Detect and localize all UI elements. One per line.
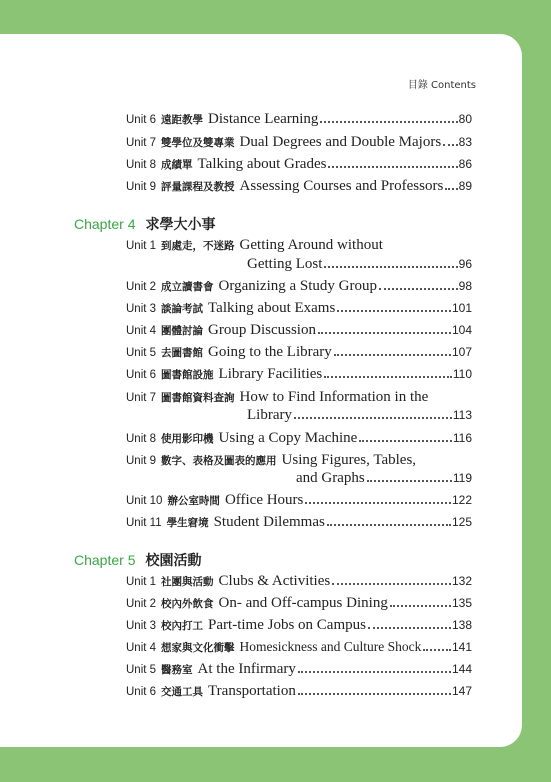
unit-title-zh: 使用影印機 [161,433,214,445]
page-number: 110 [452,367,472,381]
unit-number: Unit 6 [126,686,157,698]
dot-leader [334,354,451,356]
unit-title-en: Using a Copy Machine [218,430,358,446]
unit-title-en: How to Find Information in the [239,389,429,405]
unit-title-en: Homesickness and Culture Shock [239,639,422,654]
unit-title-zh: 雙學位及雙專業 [161,137,235,149]
running-header: 目錄 Contents [407,80,476,91]
dot-leader [305,502,451,504]
unit-number: Unit 1 [126,240,157,252]
dot-leader [390,605,451,607]
unit-number: Unit 3 [126,303,157,315]
unit-title-en: Transportation [208,683,296,699]
toc-entry[interactable] [126,430,472,447]
unit-title-en: Organizing a Study Group [218,278,377,294]
unit-title-zh: 交通工具 [161,686,204,698]
toc-entry[interactable] [126,573,472,590]
unit-title-zh: 成立讀書會 [161,281,214,293]
unit-title-en: Getting Around without [239,237,383,253]
unit-title-zh: 去圖書館 [161,347,204,359]
unit-number: Unit 5 [126,347,157,359]
unit-title-en: Using Figures, Tables, [281,452,417,468]
page-number: 147 [451,684,472,698]
toc-entry[interactable] [126,134,472,151]
unit-title-en: Group Discussion [208,322,316,338]
page-number: 122 [451,493,472,507]
unit-title-zh: 辦公室時間 [167,495,220,507]
page-number: 141 [451,640,472,654]
chapter-number: Chapter 5 [74,552,136,568]
unit-title-zh: 數字、表格及圖表的應用 [161,455,277,467]
toc-entry[interactable] [126,300,472,317]
toc-entry[interactable] [126,322,472,339]
page-number: 101 [451,301,472,315]
dot-leader [318,332,451,334]
page-number: 80 [458,112,472,126]
dot-leader [423,649,451,651]
unit-title-zh: 圖書館設施 [161,369,214,381]
chapter-heading [74,550,201,570]
page-number: 132 [451,574,472,588]
unit-title-en-cont: Library [247,407,292,423]
unit-title-en-cont: Getting Lost [247,256,323,272]
page-number: 138 [451,618,472,632]
page-number: 125 [451,515,472,529]
unit-title-en: Talking about Grades [197,156,327,172]
unit-title-zh: 想家與文化衝擊 [161,642,235,654]
book-page [0,34,522,747]
unit-title-en: Dual Degrees and Double Majors [239,134,442,150]
dot-leader [324,266,457,268]
unit-title-zh: 到處走，不迷路 [161,240,235,252]
unit-title-en-cont: and Graphs [296,470,365,486]
toc-entry[interactable] [126,452,472,469]
unit-number: Unit 6 [126,369,157,381]
unit-title-zh: 遠距教學 [161,114,204,126]
unit-title-zh: 學生窘境 [166,517,209,529]
page-number: 119 [452,471,472,485]
unit-title-en: Part-time Jobs on Campus [208,617,366,633]
toc-entry[interactable] [126,595,472,612]
toc-entry[interactable] [126,683,472,700]
toc-entry-continuation[interactable] [247,407,472,424]
unit-number: Unit 7 [126,137,157,149]
toc-entry[interactable] [126,492,472,509]
unit-number: Unit 11 [126,517,162,529]
toc-entry[interactable] [126,514,472,531]
chapter-title: 校園活動 [145,553,202,569]
unit-title-zh: 校內打工 [161,620,204,632]
dot-leader [379,288,458,290]
unit-title-en: At the Infirmary [197,661,296,677]
dot-leader [332,583,451,585]
dot-leader [368,627,451,629]
unit-title-en: Talking about Exams [208,300,336,316]
unit-number: Unit 4 [126,325,157,337]
unit-number: Unit 6 [126,114,157,126]
page-number: 83 [458,135,472,149]
dot-leader [298,693,451,695]
dot-leader [298,671,451,673]
dot-leader [327,524,451,526]
toc-entry[interactable] [126,156,472,173]
page-number: 86 [458,157,472,171]
toc-entry[interactable] [126,661,472,678]
dot-leader [367,480,452,482]
unit-number: Unit 7 [126,392,157,404]
toc-entry-continuation[interactable] [296,470,472,487]
dot-leader [337,310,451,312]
unit-title-en: Student Dilemmas [213,514,325,530]
page-number: 98 [458,279,472,293]
unit-title-en: Office Hours [224,492,304,508]
unit-number: Unit 2 [126,598,157,610]
page-number: 144 [451,662,472,676]
unit-number: Unit 3 [126,620,157,632]
unit-number: Unit 5 [126,664,157,676]
page-number: 116 [452,431,472,445]
unit-number: Unit 8 [126,433,157,445]
toc-entry[interactable] [126,639,472,655]
unit-number: Unit 9 [126,181,157,193]
unit-title-zh: 成績單 [161,159,193,171]
page-number: 96 [458,257,472,271]
dot-leader [359,440,452,442]
toc-entry-continuation[interactable] [247,256,472,273]
dot-leader [294,417,452,419]
toc-entry[interactable] [126,366,472,383]
toc-entry[interactable] [126,617,472,634]
unit-title-zh: 校內外飲食 [161,598,214,610]
page-number: 104 [451,323,472,337]
unit-title-zh: 團體討論 [161,325,204,337]
unit-title-en: Library Facilities [218,366,323,382]
unit-number: Unit 8 [126,159,157,171]
unit-number: Unit 9 [126,455,157,467]
toc-entry[interactable] [126,178,472,195]
dot-leader [320,121,457,123]
unit-title-en: Assessing Courses and Professors [239,178,444,194]
page-number: 113 [452,408,472,422]
toc-entry[interactable] [126,389,472,406]
unit-title-zh: 醫務室 [161,664,193,676]
toc-entry[interactable] [126,237,472,254]
unit-title-zh: 社團與活動 [161,576,214,588]
toc-entry[interactable] [126,111,472,128]
unit-number: Unit 4 [126,642,157,654]
unit-title-zh: 評量課程及教授 [161,181,235,193]
unit-title-en: On- and Off-campus Dining [218,595,388,611]
dot-leader [328,166,457,168]
unit-title-en: Distance Learning [208,111,319,127]
dot-leader [445,188,457,190]
page-number: 89 [458,179,472,193]
unit-title-en: Clubs & Activities [218,573,331,589]
unit-number: Unit 2 [126,281,157,293]
page-number: 107 [451,345,472,359]
dot-leader [443,144,457,146]
unit-title-en: Going to the Library [208,344,332,360]
chapter-number: Chapter 4 [74,216,136,232]
chapter-heading [74,214,215,234]
page-number: 135 [451,596,472,610]
toc-entry[interactable] [126,344,472,361]
dot-leader [324,376,452,378]
unit-title-zh: 圖書館資料查詢 [161,392,235,404]
toc-entry[interactable] [126,278,472,295]
unit-number: Unit 1 [126,576,157,588]
chapter-title: 求學大小事 [145,217,216,233]
unit-title-zh: 談論考試 [161,303,204,315]
unit-number: Unit 10 [126,495,163,507]
